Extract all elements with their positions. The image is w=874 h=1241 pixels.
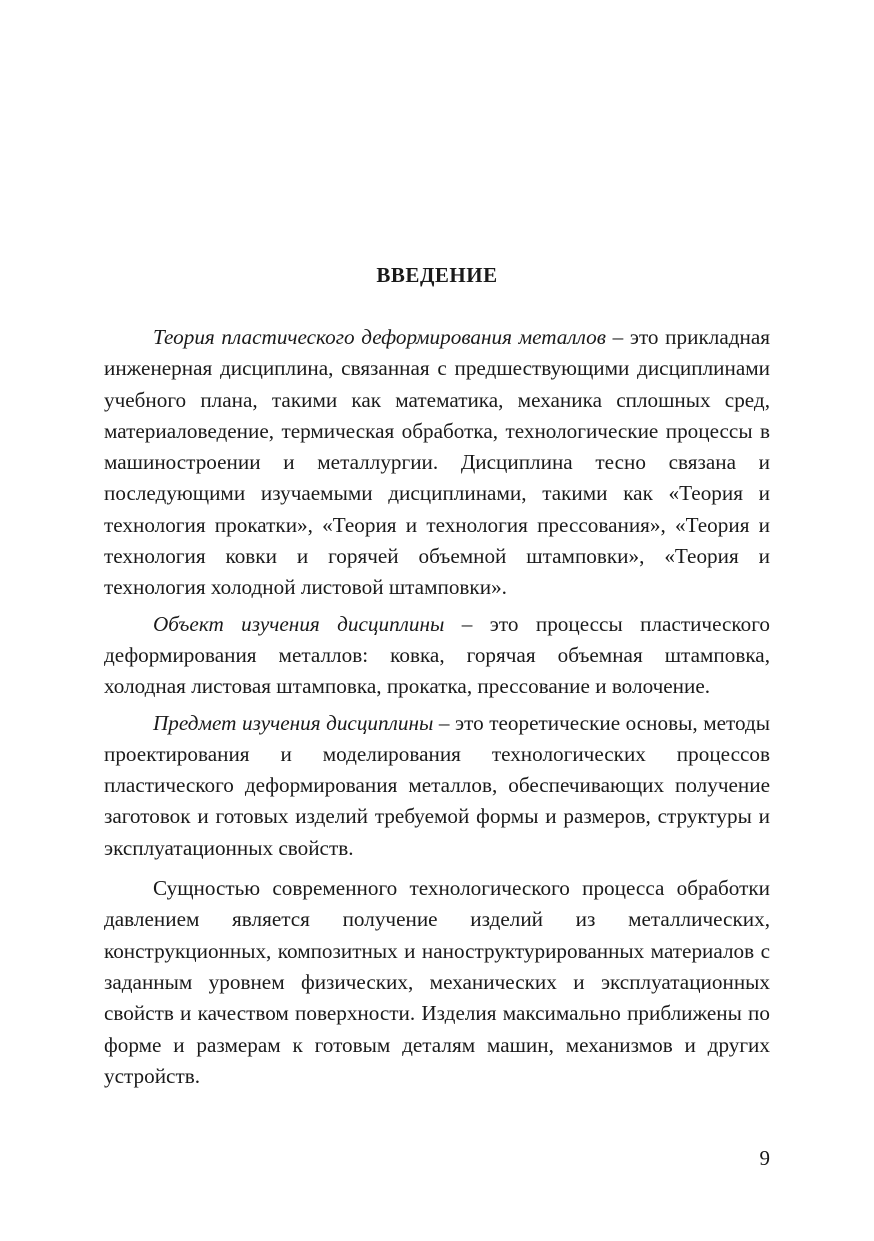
paragraph-subject-text: – это теоретические основы, методы проектирования и моделирования технологических процессов пластического деформирования металлов, обеспечивающих получение заготовок и готовых изделий требуемой формы и размеров, структуры и эксплуатационных свойств. <box>104 710 770 860</box>
paragraph-object-text: – это процессы пластического деформирования металлов: ковка, горячая объемная штамповка, холодная листовая штамповка, прокатка, прессование и волочение. <box>104 611 770 699</box>
section-heading: ВВЕДЕНИЕ <box>376 263 498 287</box>
paragraph-essence-text: Сущностью современного технологического процесса обработки давлением является получение изделий из металлических, конструкционных, композитных и наноструктурированных материалов с заданным уровнем физических, механических и эксплуатационных свойств и качеством поверхности. Изделия максимально приближены по форме и размерам к готовым деталям машин, механизмов и других устройств. <box>104 876 770 1088</box>
paragraph-essence <box>104 873 770 1092</box>
term-subject: Предмет изучения дисциплины <box>153 710 434 735</box>
paragraph-subject <box>104 708 770 864</box>
paragraph-theory-text: – это прикладная инженерная дисциплина, связанная с предшествующими дисциплинами учебного плана, такими как математика, механика сплошных сред, материаловедение, термическая обработка, технологические процессы в машиностроении и металлургии. Дисциплина тесно связана и последующими изучаемыми дисциплинами, такими как «Теория и технология прокатки», «Теория и технология прессования», «Теория и технология ковки и горячей объемной штамповки», «Теория и технология холодной листовой штамповки». <box>104 325 770 600</box>
term-object: Объект изучения дисциплины <box>153 611 445 636</box>
page-number: 9 <box>759 1146 770 1170</box>
paragraph-object <box>104 609 770 703</box>
term-theory: Теория пластического деформирования металлов <box>153 325 613 349</box>
paragraph-theory <box>104 322 770 604</box>
body-text <box>104 322 770 1092</box>
